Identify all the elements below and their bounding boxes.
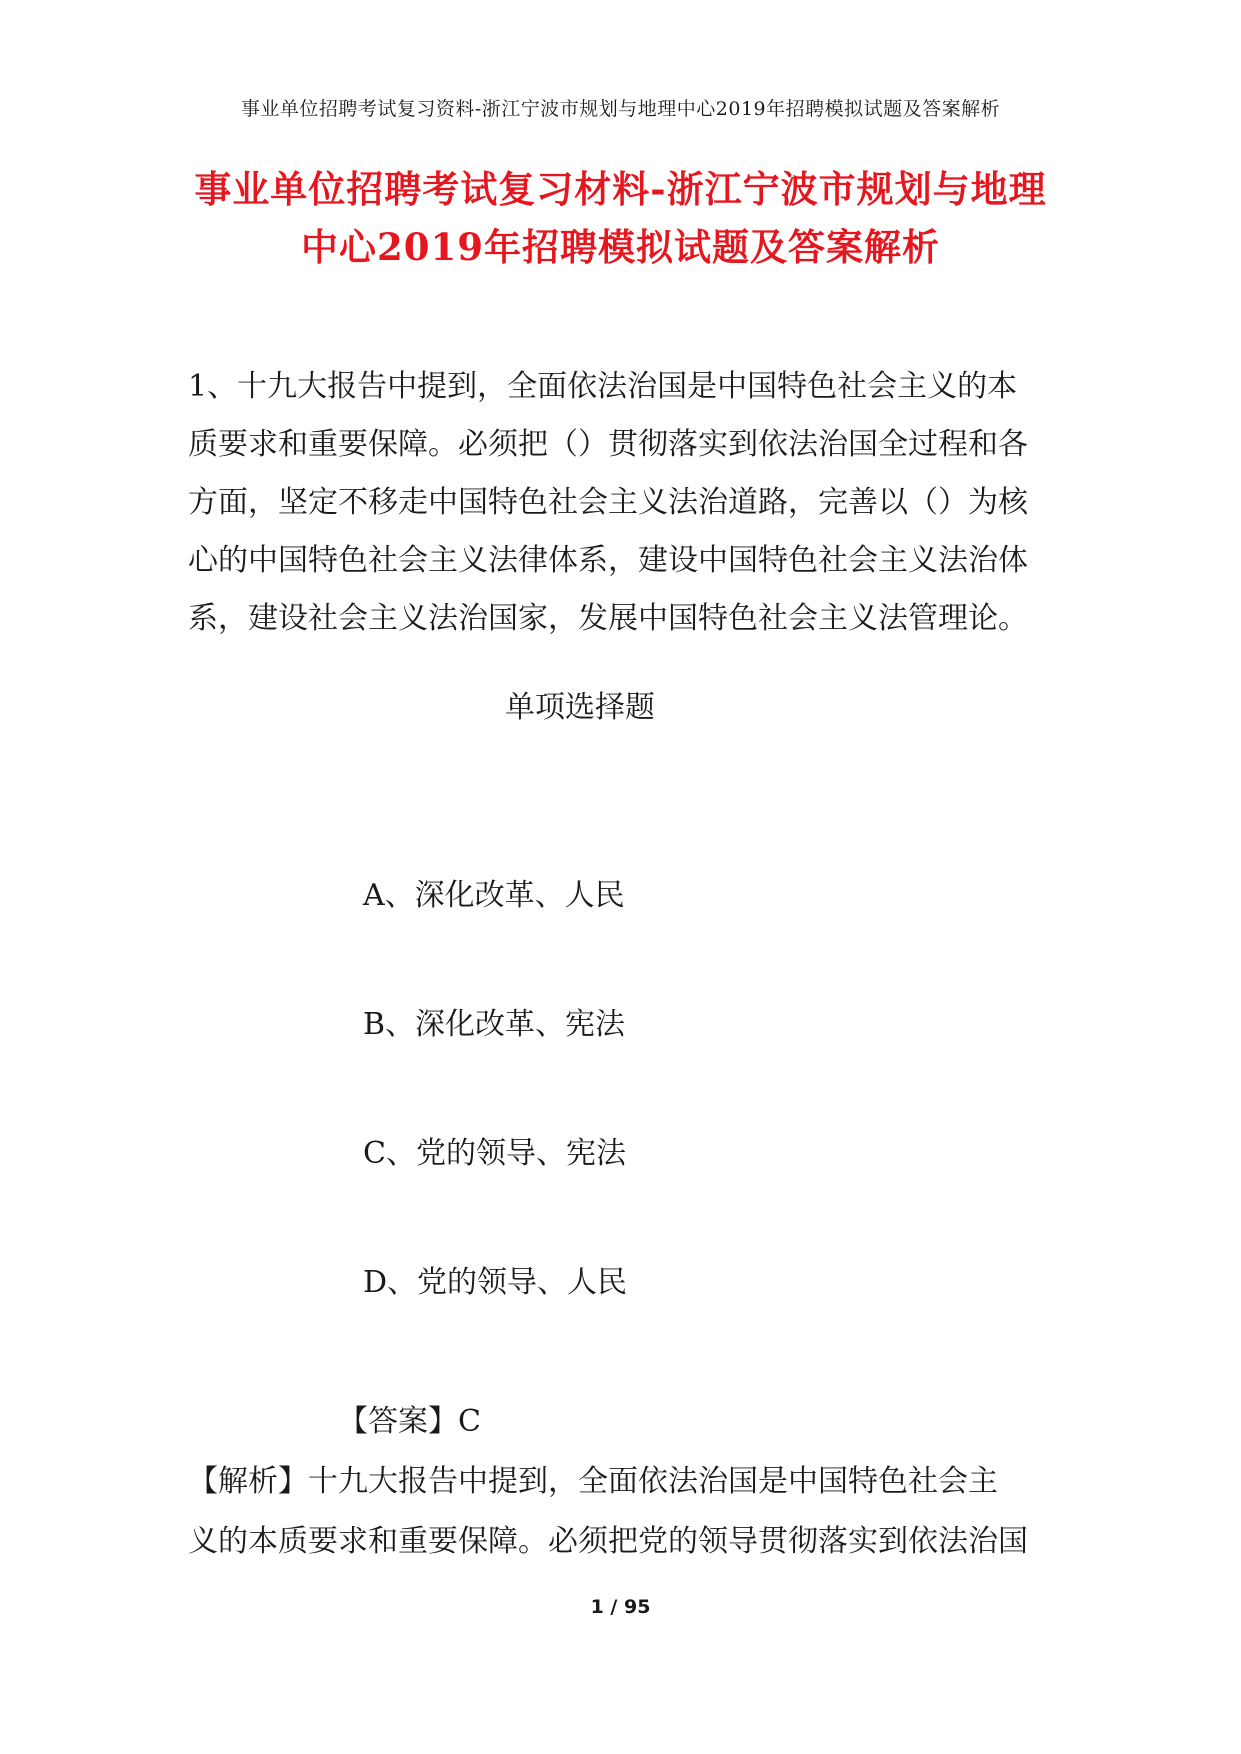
page-number: 1 / 95 xyxy=(590,1596,651,1618)
answer-line: 【答案】C xyxy=(338,1404,481,1439)
question-line-1: 1、十九大报告中提到，全面依法治国是中国特色社会主义的本 xyxy=(188,369,1018,404)
analysis-line-1: 【解析】十九大报告中提到，全面依法治国是中国特色社会主 xyxy=(188,1464,998,1499)
option-a: A、深化改革、人民 xyxy=(363,878,625,913)
document-title xyxy=(150,160,1091,276)
document-title-line-2: 中心2019年招聘模拟试题及答案解析 xyxy=(301,225,940,269)
question-line-2: 质要求和重要保障。必须把（）贯彻落实到依法治国全过程和各 xyxy=(188,427,1028,462)
question-stem xyxy=(188,358,1053,648)
option-b: B、深化改革、宪法 xyxy=(363,1007,626,1042)
question-line-5: 系，建设社会主义法治国家，发展中国特色社会主义法管理论。 xyxy=(188,601,1028,636)
analysis-text xyxy=(188,1452,1068,1572)
question-line-3: 方面，坚定不移走中国特色社会主义法治道路，完善以（）为核 xyxy=(188,485,1028,520)
question-type: 单项选择题 xyxy=(505,690,655,725)
option-d: D、党的领导、人民 xyxy=(363,1265,628,1300)
analysis-line-2: 义的本质要求和重要保障。必须把党的领导贯彻落实到依法治国 xyxy=(188,1524,1028,1559)
document-title-line-1: 事业单位招聘考试复习材料-浙江宁波市规划与地理 xyxy=(194,167,1047,211)
question-line-4: 心的中国特色社会主义法律体系，建设中国特色社会主义法治体 xyxy=(188,543,1028,578)
option-c: C、党的领导、宪法 xyxy=(363,1136,626,1171)
running-header: 事业单位招聘考试复习资料-浙江宁波市规划与地理中心2019年招聘模拟试题及答案解析 xyxy=(240,98,1001,120)
